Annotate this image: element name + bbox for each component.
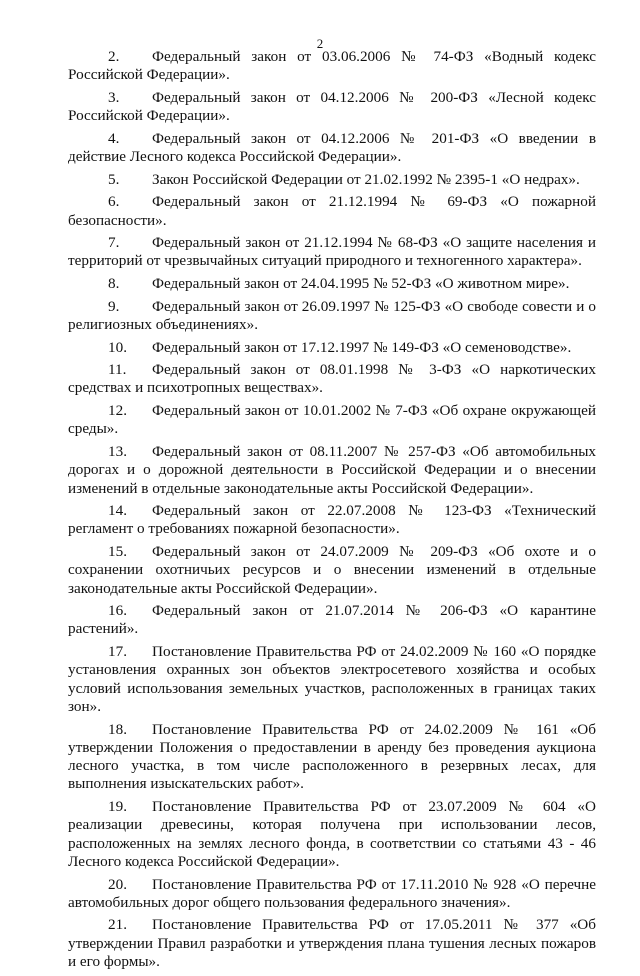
item-number: 3. — [108, 88, 120, 106]
item-number: 9. — [108, 297, 120, 315]
page-number: 2 — [316, 36, 324, 51]
list-item — [68, 171, 596, 189]
item-text: Федеральный закон от 04.12.2006 № 200-ФЗ «Лесной кодекс Российской Федерации». — [68, 88, 596, 125]
list-item — [68, 443, 596, 498]
item-number: 12. — [108, 402, 127, 420]
item-text: Постановление Правительства РФ от 24.02.2009 № 161 «Об утверждении Положения о предоставлении в аренду без проведения аукциона лесного участка, в том числе расположенного в резервных лесах, для выполнения изыскательских работ». — [68, 720, 596, 793]
list-item — [68, 339, 596, 357]
item-number: 10. — [108, 338, 127, 356]
item-number: 16. — [108, 602, 127, 620]
item-text: Федеральный закон от 22.07.2008 № 123-ФЗ «Технический регламент о требованиях пожарной безопасности». — [68, 502, 596, 538]
item-number: 20. — [108, 875, 127, 893]
list-item — [68, 721, 596, 794]
item-number: 21. — [108, 916, 127, 934]
list-item — [68, 234, 596, 271]
item-text: Федеральный закон от 21.07.2014 № 206-ФЗ «О карантине растений». — [68, 602, 596, 638]
item-text: Федеральный закон от 03.06.2006 № 74-ФЗ «Водный кодекс Российской Федерации». — [68, 48, 596, 84]
item-text: Федеральный закон от 24.07.2009 № 209-ФЗ «Об охоте и о сохранении охотничьих ресурсов и о внесении изменений в отдельные законодательные акты Российской Федерации». — [68, 542, 596, 597]
list-item — [68, 298, 596, 335]
list-item — [68, 275, 596, 293]
list-item — [68, 798, 596, 871]
item-text: Постановление Правительства РФ от 17.05.2011 № 377 «Об утверждении Правил разработки и утверждения плана тушения лесных пожаров и его формы». — [68, 916, 596, 970]
item-number: 5. — [108, 170, 120, 188]
legal-acts-list — [68, 48, 596, 976]
item-number: 14. — [108, 502, 127, 520]
item-text: Постановление Правительства РФ от 23.07.2009 № 604 «О реализации древесины, которая получена при использовании лесов, расположенных на землях лесного фонда, в соответствии со статьями 43 - 46 Лесного кодекса Российской Федерации». — [68, 798, 596, 870]
item-text: Федеральный закон от 08.11.2007 № 257-ФЗ «Об автомобильных дорогах и о дорожной деятельности в Российской Федерации и о внесении изменений в отдельные законодательные акты Российской Федерации». — [68, 442, 596, 497]
item-text: Федеральный закон от 10.01.2002 № 7-ФЗ «Об охране окружающей среды». — [68, 402, 596, 438]
item-text: Постановление Правительства РФ от 24.02.2009 № 160 «О порядке установления охранных зон объектов электросетевого хозяйства и особых условий использования земельных участков, расположенных в границах таких зон». — [68, 643, 596, 715]
item-number: 15. — [108, 542, 127, 560]
item-text: Федеральный закон от 21.12.1994 № 68-ФЗ «О защите населения и территорий от чрезвычайных ситуаций природного и техногенного характера». — [68, 234, 596, 270]
item-text: Федеральный закон от 17.12.1997 № 149-ФЗ «О семеноводстве». — [152, 338, 572, 356]
item-number: 7. — [108, 234, 120, 252]
list-item — [68, 502, 596, 539]
list-item — [68, 402, 596, 439]
item-number: 17. — [108, 643, 127, 661]
item-number: 18. — [108, 720, 127, 738]
list-item — [68, 602, 596, 639]
item-text: Постановление Правительства РФ от 17.11.2010 № 928 «О перечне автомобильных дорог общего пользования федерального значения». — [68, 875, 596, 911]
item-number: 4. — [108, 129, 120, 147]
item-number: 13. — [108, 442, 127, 460]
list-item — [68, 643, 596, 716]
list-item — [68, 48, 596, 85]
item-number: 6. — [108, 193, 120, 211]
item-text: Федеральный закон от 26.09.1997 № 125-ФЗ «О свободе совести и о религиозных объединениях». — [68, 297, 596, 333]
list-item — [68, 876, 596, 913]
item-text: Закон Российской Федерации от 21.02.1992 № 2395-1 «О недрах». — [152, 170, 580, 188]
item-number: 8. — [108, 275, 120, 293]
list-item — [68, 130, 596, 167]
item-number: 11. — [108, 361, 127, 379]
list-item — [68, 193, 596, 230]
list-item — [68, 916, 596, 971]
item-text: Федеральный закон от 21.12.1994 № 69-ФЗ «О пожарной безопасности». — [68, 193, 596, 229]
item-number: 2. — [108, 48, 120, 65]
list-item — [68, 543, 596, 598]
item-text: Федеральный закон от 08.01.1998 № 3-ФЗ «О наркотических средствах и психотропных веществах». — [68, 361, 596, 397]
list-item — [68, 361, 596, 398]
item-text: Федеральный закон от 24.04.1995 № 52-ФЗ «О животном мире». — [152, 275, 570, 293]
list-item — [68, 89, 596, 126]
item-text: Федеральный закон от 04.12.2006 № 201-ФЗ «О введении в действие Лесного кодекса Российской Федерации». — [68, 129, 596, 166]
item-number: 19. — [108, 798, 127, 816]
